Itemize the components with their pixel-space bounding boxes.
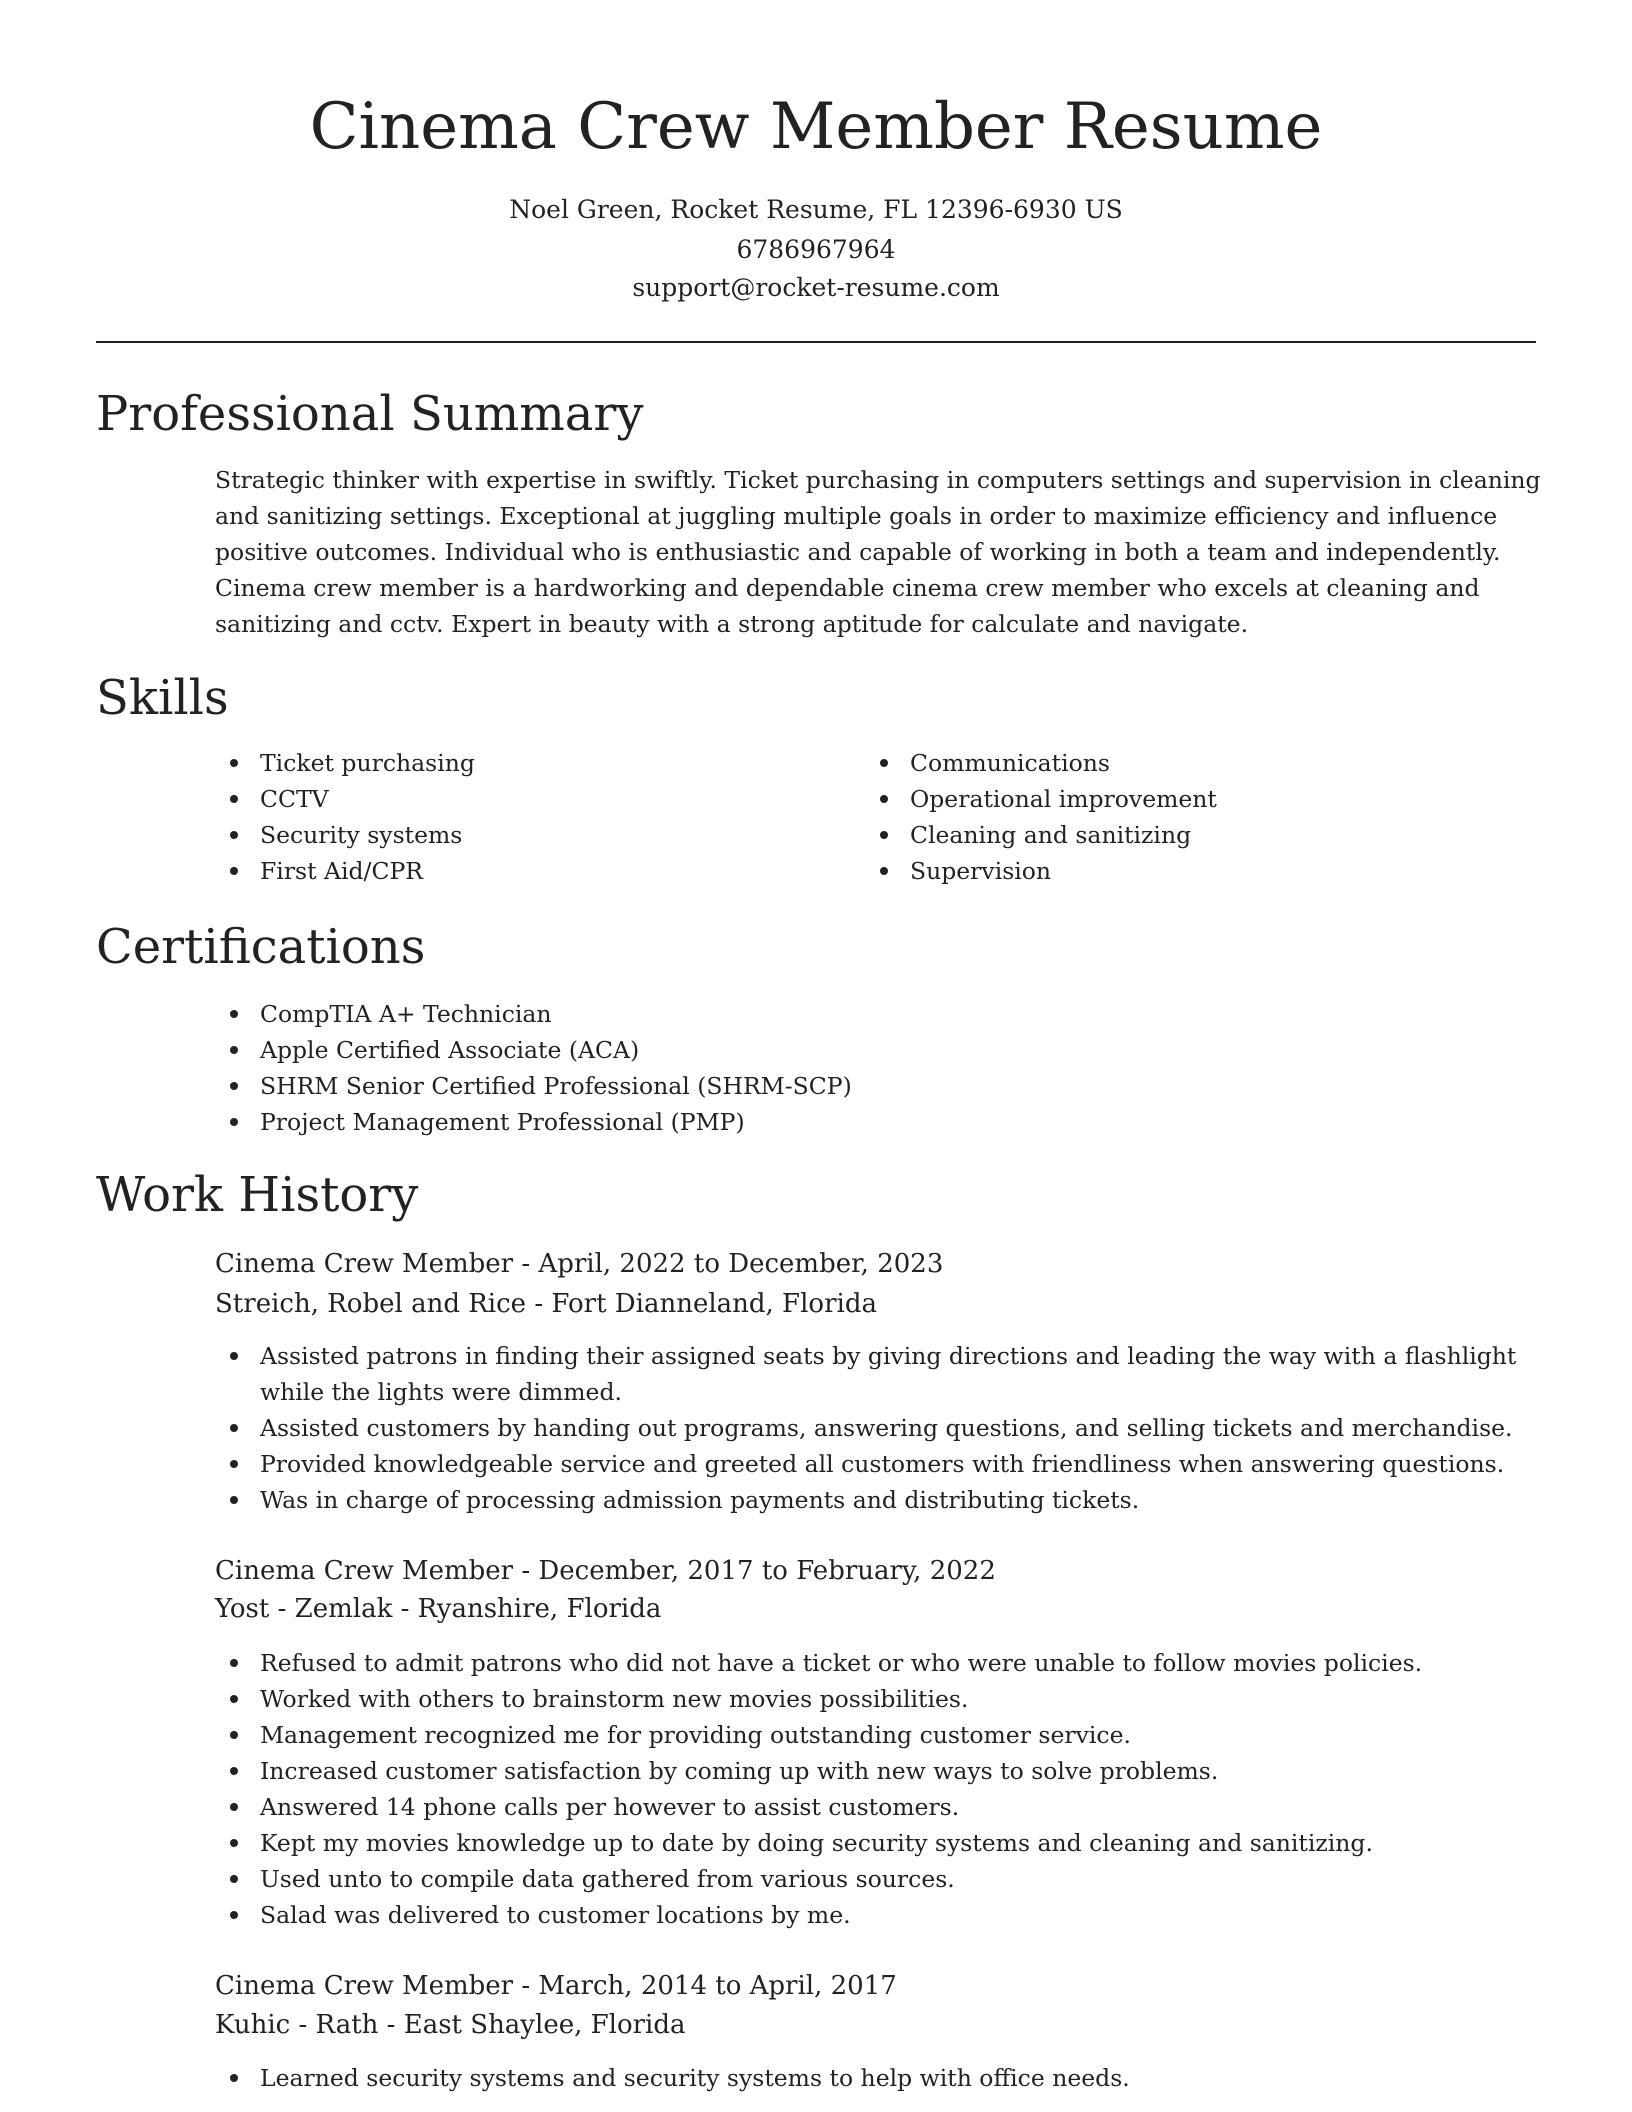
skill-item: Supervision	[865, 853, 1545, 889]
skill-item: Cleaning and sanitizing	[865, 817, 1545, 853]
skill-item: Ticket purchasing	[215, 745, 835, 781]
certifications-heading: Certifications	[96, 919, 426, 975]
certification-item: CompTIA A+ Technician	[215, 996, 1545, 1032]
header-divider	[96, 341, 1536, 343]
contact-phone: 6786967964	[736, 235, 896, 264]
job-bullet: Kept my movies knowledge up to date by doing security systems and cleaning and sanitizing.	[215, 1825, 1545, 1861]
job-company: Streich, Robel and Rice - Fort Dianneland, Florida	[215, 1289, 877, 1319]
skill-item: Operational improvement	[865, 781, 1545, 817]
job-bullet: Worked with others to brainstorm new movies possibilities.	[215, 1681, 1545, 1717]
job-bullet: Increased customer satisfaction by coming up with new ways to solve problems.	[215, 1753, 1545, 1789]
job-bullet: Answered 14 phone calls per however to assist customers.	[215, 1789, 1545, 1825]
job-bullet: Assisted patrons in finding their assigned seats by giving directions and leading the way with a flashlight while the lights were dimmed.	[215, 1338, 1545, 1410]
job-bullet: Learned security systems and security systems to help with office needs.	[215, 2060, 1545, 2096]
skills-heading: Skills	[96, 670, 229, 726]
job-bullets	[215, 1645, 1545, 1933]
job-company: Kuhic - Rath - East Shaylee, Florida	[215, 2010, 686, 2040]
job-bullet: Salad was delivered to customer locations by me.	[215, 1897, 1545, 1933]
job-title: Cinema Crew Member - December, 2017 to February, 2022	[215, 1556, 996, 1586]
certification-item: SHRM Senior Certified Professional (SHRM-SCP)	[215, 1068, 1545, 1104]
resume-title: Cinema Crew Member Resume	[309, 90, 1323, 164]
certification-item: Project Management Professional (PMP)	[215, 1104, 1545, 1140]
job-bullet: Assisted customers by handing out programs, answering questions, and selling tickets and merchandise.	[215, 1410, 1545, 1446]
skill-item: CCTV	[215, 781, 835, 817]
job-bullets	[215, 2060, 1545, 2096]
skills-list-left	[215, 745, 835, 889]
certifications-list	[215, 996, 1545, 1140]
contact-email: support@rocket-resume.com	[632, 273, 1000, 302]
work-history-heading: Work History	[96, 1167, 419, 1223]
job-bullet: Management recognized me for providing outstanding customer service.	[215, 1717, 1545, 1753]
job-bullets	[215, 1338, 1545, 1518]
certification-item: Apple Certified Associate (ACA)	[215, 1032, 1545, 1068]
job-title: Cinema Crew Member - April, 2022 to December, 2023	[215, 1249, 944, 1279]
skill-item: Communications	[865, 745, 1545, 781]
job-bullet: Provided knowledgeable service and greeted all customers with friendliness when answering questions.	[215, 1446, 1545, 1482]
skill-item: Security systems	[215, 817, 835, 853]
job-title: Cinema Crew Member - March, 2014 to April, 2017	[215, 1971, 897, 2001]
job-bullet: Was in charge of processing admission payments and distributing tickets.	[215, 1482, 1545, 1518]
job-bullet: Used unto to compile data gathered from various sources.	[215, 1861, 1545, 1897]
job-company: Yost - Zemlak - Ryanshire, Florida	[215, 1594, 662, 1624]
skill-item: First Aid/CPR	[215, 853, 835, 889]
summary-text: Strategic thinker with expertise in swiftly. Ticket purchasing in computers settings and supervision in cleaning and sanitizing settings. Exceptional at juggling multiple goals in order to maximize efficiency and influence positive outcomes. Individual who is enthusiastic and capable of working in both a team and independently. Cinema crew member is a hardworking and dependable cinema crew member who excels at cleaning and sanitizing and cctv. Expert in beauty with a strong aptitude for calculate and navigate.	[215, 466, 1541, 638]
contact-address: Noel Green, Rocket Resume, FL 12396-6930 US	[509, 195, 1123, 224]
job-bullet: Refused to admit patrons who did not have a ticket or who were unable to follow movies policies.	[215, 1645, 1545, 1681]
summary-heading: Professional Summary	[96, 386, 644, 442]
skills-list-right	[865, 745, 1545, 889]
